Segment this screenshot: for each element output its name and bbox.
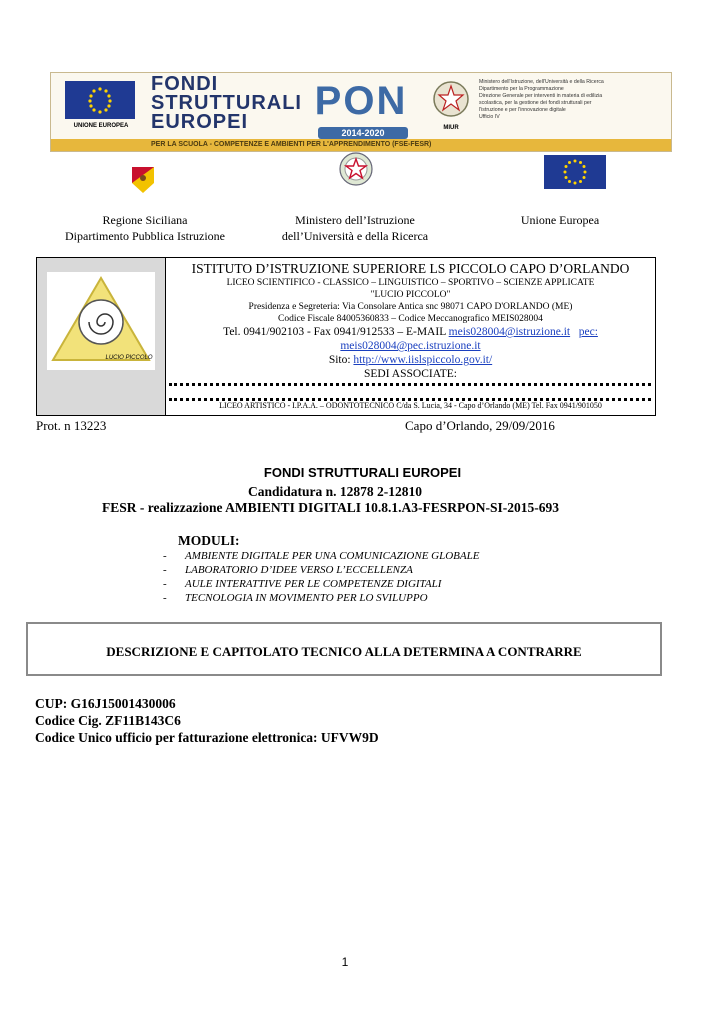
protocol-number: Prot. n 13223: [36, 418, 107, 433]
institute-footer: LICEO ARTISTICO - I.P.A.A. – ODONTOTECNICO C/da S. Lucia, 34 - Capo d’Orlando (ME) Tel. Fax 0941/901050: [219, 401, 602, 410]
description-title: DESCRIZIONE E CAPITOLATO TECNICO ALLA DETERMINA A CONTRARRE: [106, 644, 582, 659]
pon-logo: PON: [314, 79, 408, 123]
place-date: Capo d’Orlando, 29/09/2016: [405, 418, 555, 433]
cig-code: Codice Cig. ZF11B143C6: [35, 713, 181, 728]
institute-text: ISTITUTO D’ISTRUZIONE SUPERIORE LS PICCOLO CAPO D’ORLANDO LICEO SCIENTIFICO - CLASSICO – LINGUISTICO – SPORTIVO – SCIENZE APPLICATE "LUCIO PICCOLO" Presidenza e Segreteria: Via Consolare Antica snc 98071 CAPO D'ORLANDO (ME) Codice Fiscale 84005360833 – Codice Meccanografico MEIS028004 Tel. 0941/902103 - Fax 0941/912533 – E-MAIL meis028004@istruzione.it pec: meis028004@pec.istruzione.it Sito: http://www.iislspiccolo.gov.it/ SEDI ASSOCIATE: LICEO ARTISTICO - I.P.A.A. – ODONTOTECNICO C/da S. Lucia, 34 - Capo d’Orlando (ME) Tel. Fax 0941/901050: [166, 258, 655, 381]
institute-codes: Codice Fiscale 84005360833 – Codice Meccanografico MEIS028004: [278, 314, 543, 324]
dotted-divider: [169, 383, 651, 386]
fesr-line: FESR - realizzazione AMBIENTI DIGITALI 10.8.1.A3-FESRPON-SI-2015-693: [102, 500, 560, 515]
institute-title: ISTITUTO D’ISTRUZIONE SUPERIORE LS PICCOLO CAPO D’ORLANDO: [191, 261, 630, 276]
email-link[interactable]: meis028004@istruzione.it: [448, 326, 571, 338]
authority-regione: Regione Siciliana Dipartimento Pubblica Istruzione: [65, 213, 225, 243]
cup-code: CUP: G16J15001430006: [35, 696, 176, 711]
fondi-heading: FONDI STRUTTURALI EUROPEI: [263, 465, 462, 480]
pec-link[interactable]: meis028004@pec.istruzione.it: [340, 340, 481, 352]
fondi-strutturali-logo: FONDI STRUTTURALI EUROPEI: [151, 73, 302, 133]
institute-header-box: [36, 257, 656, 416]
ministry-text: Ministero dell'Istruzione, dell'Università e della Ricerca Dipartimento per la Programmazione Direzione Generale per interventi in materia di edilizia scolastica, per la gestione dei fondi strutturali per l'istruzione e per l'innovazione digitale Ufficio IV: [479, 79, 604, 120]
website-link[interactable]: http://www.iislspiccolo.gov.it/: [353, 354, 493, 366]
sedi-associate: SEDI ASSOCIATE:: [364, 368, 457, 380]
sicily-region-emblem-icon: [130, 165, 156, 195]
institute-contacts: Tel. 0941/902103 - Fax 0941/912533 – E-MAIL meis028004@istruzione.it pec:: [223, 326, 598, 338]
institute-logo-caption: LUCIO PICCOLO: [105, 355, 153, 361]
authority-ministero: Ministero dell’Istruzione dell’Università e della Ricerca: [281, 213, 429, 243]
italian-republic-star-icon: [338, 150, 374, 188]
institute-licei: LICEO SCIENTIFICO - CLASSICO – LINGUISTICO – SPORTIVO – SCIENZE APPLICATE: [226, 278, 595, 288]
description-box: [26, 622, 662, 676]
modulo-item: - LABORATORIO D’IDEE VERSO L’ECCELLENZA: [163, 564, 413, 576]
eu-flag-icon: [544, 155, 606, 189]
candidatura: Candidatura n. 12878 2-12810: [248, 484, 423, 499]
moduli-title: MODULI:: [178, 533, 240, 548]
modulo-item: - AULE INTERATTIVE PER LE COMPETENZE DIGITALI: [163, 578, 442, 590]
modulo-item: - AMBIENTE DIGITALE PER UNA COMUNICAZIONE GLOBALE: [163, 550, 480, 562]
institute-name: "LUCIO PICCOLO": [370, 290, 451, 300]
institute-address: Presidenza e Segreteria: Via Consolare Antica snc 98071 CAPO D'ORLANDO (ME): [248, 302, 573, 312]
institute-logo-cell: [37, 258, 166, 415]
authority-ue: Unione Europea: [520, 213, 600, 227]
italian-republic-emblem-icon: [431, 79, 471, 119]
pec-label: pec:: [578, 326, 598, 338]
eu-flag-icon: [65, 81, 135, 119]
eu-label: UNIONE EUROPEA: [73, 123, 129, 129]
miur-label: MIUR: [443, 125, 459, 131]
modulo-item: - TECNOLOGIA IN MOVIMENTO PER LO SVILUPPO: [163, 592, 428, 604]
ufficio-code: Codice Unico ufficio per fatturazione elettronica: UFVW9D: [35, 730, 379, 745]
banner-strip: PER LA SCUOLA - COMPETENZE E AMBIENTI PER L'APPRENDIMENTO (FSE-FESR): [51, 139, 671, 151]
page-number: 1: [341, 955, 349, 969]
pon-years: 2014-2020: [318, 127, 408, 139]
pon-banner: [50, 72, 672, 152]
